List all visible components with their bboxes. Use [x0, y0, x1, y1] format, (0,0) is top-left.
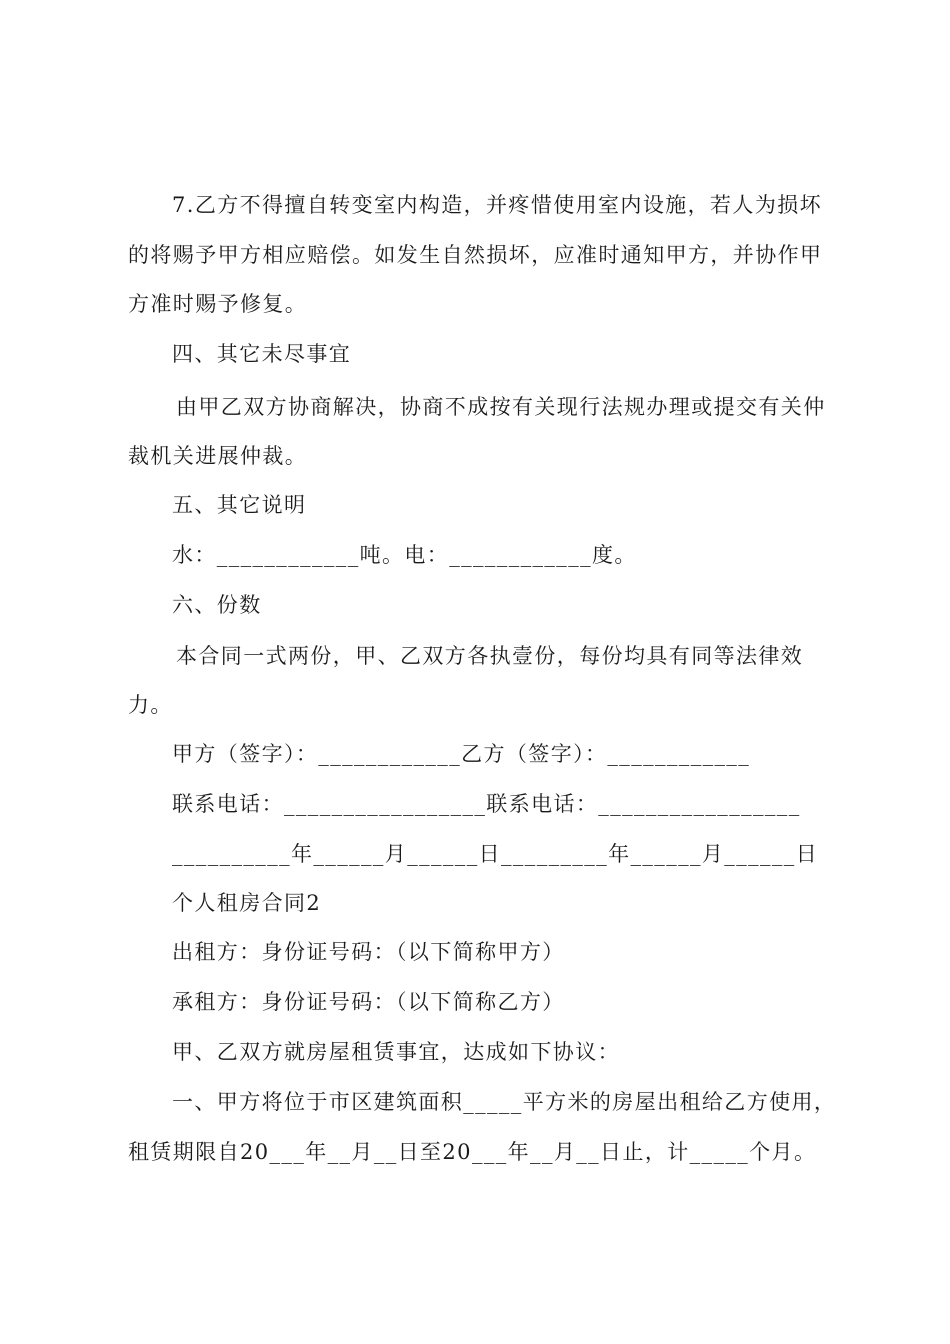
lessee-line: 承租方：身份证号码：（以下简称乙方）	[172, 990, 565, 1014]
section-6-text-line-2: 力。	[128, 693, 173, 717]
clause-1-line-2: 租赁期限自20___年__月__日至20___年__月__日止，计_____个月。	[128, 1140, 817, 1164]
section-4-text-line-1: 由甲乙双方协商解决，协商不成按有关现行法规办理或提交有关仲	[176, 395, 826, 419]
date-line: __________年______月______日_________年______月______日	[172, 842, 819, 866]
clause-7-line-2: 的将赐予甲方相应赔偿。如发生自然损坏，应准时通知甲方，并协作甲	[128, 243, 823, 267]
phone-line: 联系电话：_________________联系电话：_________________	[172, 792, 801, 816]
agreement-intro: 甲、乙双方就房屋租赁事宜，达成如下协议：	[172, 1040, 620, 1064]
clause-7-line-1: 7.乙方不得擅自转变室内构造，并疼惜使用室内设施，若人为损坏	[172, 193, 823, 217]
section-5-heading: 五、其它说明	[172, 493, 307, 517]
lessor-line: 出租方：身份证号码：（以下简称甲方）	[172, 940, 565, 964]
section-4-heading: 四、其它未尽事宜	[172, 342, 352, 366]
signature-line: 甲方（签字）：____________乙方（签字）：____________	[172, 742, 751, 766]
clause-7-line-3: 方准时赐予修复。	[128, 292, 308, 316]
utilities-line: 水：____________吨。电：____________度。	[172, 543, 637, 567]
section-4-text-line-2: 裁机关进展仲裁。	[128, 444, 308, 468]
contract-2-title: 个人租房合同2	[172, 891, 322, 915]
section-6-text-line-1: 本合同一式两份，甲、乙双方各执壹份，每份均具有同等法律效	[176, 644, 804, 668]
clause-1-line-1: 一、甲方将位于市区建筑面积_____平方米的房屋出租给乙方使用，	[172, 1090, 837, 1114]
section-6-heading: 六、份数	[172, 593, 262, 617]
